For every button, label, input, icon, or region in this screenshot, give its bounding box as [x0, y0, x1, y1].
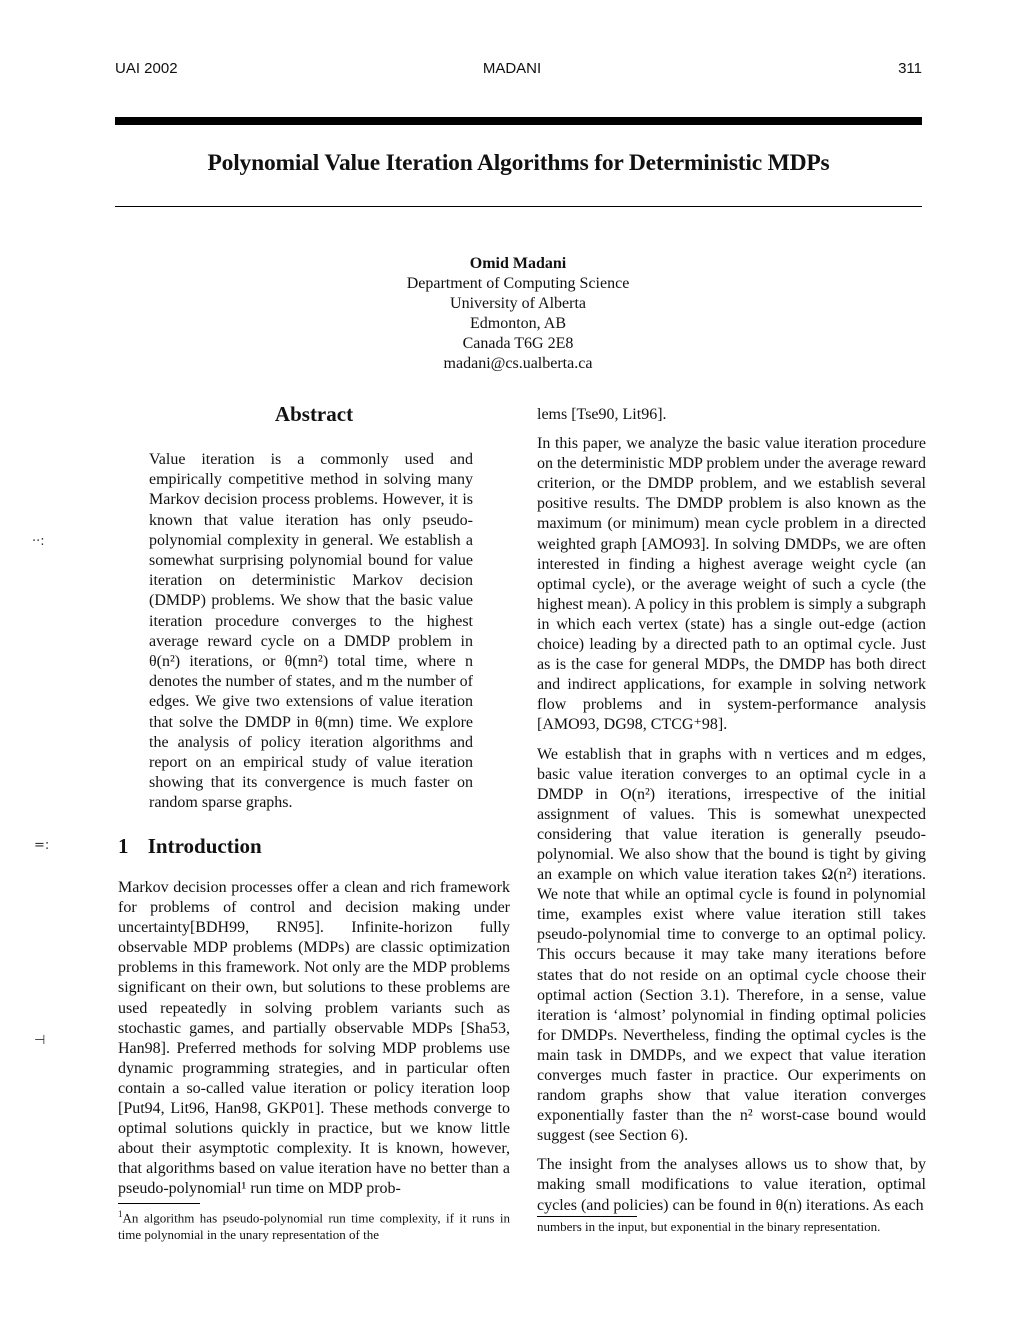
footnote-right: numbers in the input, but exponential in the binary representation.	[537, 1219, 881, 1234]
paper-title: Polynomial Value Iteration Algorithms for Deterministic MDPs	[207, 150, 830, 176]
abstract-heading: Abstract	[274, 402, 354, 426]
title-bottom-rule	[115, 206, 922, 207]
header-venue: UAI 2002	[115, 60, 178, 77]
author-name: Omid Madani	[469, 255, 567, 272]
author-department: Department of Computing Science	[406, 275, 630, 292]
intro-body	[118, 878, 510, 1200]
right-column	[537, 405, 926, 1216]
header-running-author: MADANI	[482, 60, 542, 77]
margin-mark-3: ⊣	[34, 1033, 46, 1048]
intro-title: Introduction	[147, 834, 262, 858]
right-paragraph-1: In this paper, we analyze the basic value iteration procedure on the deterministic MDP problem under the average reward criterion, or the DMDP problem, and we establish several positive results. The DMDP problem is also known as the maximum (or minimum) mean cycle problem in a directed weighted graph [AMO93]. In solving DMDPs, we are often interested in finding a highest average weight cycle (an optimal cycle), or the average weight of such a cycle (the highest mean). A policy in this problem is simply a subgraph in which each vertex (state) has a single out-edge (action choice) leading by a directed path to an optimal cycle. Just as is the case for general MDPs, the DMDP has both direct and indirect applications, for example in solving network flow problems and in system-performance analysis [AMO93, DG98, CTCG⁺98].	[537, 435, 926, 734]
margin-mark-2: =:	[34, 838, 50, 853]
footnote-left-text: An algorithm has pseudo-polynomial run time complexity, if it runs in time polynomial in the unary representation of the	[118, 1210, 510, 1242]
footnote-rule-left	[118, 1203, 200, 1204]
intro-number: 1	[118, 834, 129, 858]
right-continuation: lems [Tse90, Lit96].	[537, 406, 667, 423]
footnote-left	[118, 1206, 510, 1243]
footnote-marker: 1	[118, 1209, 123, 1219]
author-postal: Canada T6G 2E8	[462, 335, 574, 352]
intro-heading	[118, 834, 510, 859]
abstract-text: Value iteration is a commonly used and empirically competitive method in solving many Markov decision process problems. However, it is known that value iteration has only pseudo-polynomial complexity in general. We establish a somewhat surprising polynomial bound for value iteration on deterministic Markov decision (DMDP) problems. We show that the basic value iteration procedure converges to the highest average reward cycle on a DMDP problem in θ(n²) iterations, or θ(mn²) total time, where n denotes the number of states, and m the number of edges. We give two extensions of value iteration that solve the DMDP in θ(mn) time. We explore the analysis of policy iteration algorithms and report on an empirical study of value iteration showing that its convergence is much faster on random sparse graphs.	[149, 451, 473, 812]
author-email: madani@cs.ualberta.ca	[443, 355, 593, 372]
right-paragraph-3: The insight from the analyses allows us to show that, by making small modifications to value iteration, optimal cycles (and policies) can be found in θ(n) iterations. As each	[537, 1156, 926, 1214]
author-block	[300, 254, 736, 374]
right-paragraph-2: We establish that in graphs with n vertices and m edges, basic value iteration converges to an optimal cycle in a DMDP in O(n²) iterations, irrespective of the initial assignment of values. This is somewhat unexpected considering that value iteration is generally pseudo-polynomial. We also show that the bound is tight by giving an example on which value iteration takes Ω(n²) iterations. We note that while an optimal cycle is found in polynomial time, examples exist where value iteration still takes pseudo-polynomial time to converge to an optimal policy. This occurs because it may take many iterations before states that do not reside on an optimal cycle choose their optimal action (Section 3.1). Therefore, in a sense, value iteration is ‘almost’ polynomial in finding optimal policies for DMDPs. Nevertheless, finding the optimal cycles is the main task in DMDPs, and we expect that value iteration converges much faster in practice. Our experiments on random graphs show that value iteration converges exponentially faster than the n² worst-case bound would suggest (see Section 6).	[537, 745, 926, 1145]
author-city: Edmonton, AB	[469, 315, 566, 332]
header-page-number: 311	[898, 60, 922, 77]
margin-mark-1: ··:	[32, 534, 45, 549]
title-top-rule	[115, 117, 922, 125]
author-university: University of Alberta	[450, 295, 586, 312]
footnote-rule-right	[537, 1216, 637, 1217]
intro-paragraph: Markov decision processes offer a clean and rich framework for problems of control and decision making under uncertainty[BDH99, RN95]. Infinite-horizon fully observable MDP problems (MDPs) are classic optimization problems in this framework. Not only are the MDP problems significant on their own, but solutions to these problems are used repeatedly in solving problem variants such as stochastic games, and partially observable MDPs [Sha53, Han98]. Preferred methods for solving MDP problems use dynamic programming strategies, and in particular often contain a so-called value iteration or policy iteration loop [Put94, Lit96, Han98, GKP01]. These methods converge to optimal solutions quickly in practice, but we know little about their asymptotic complexity. It is known, however, that algorithms based on value iteration have no better than a pseudo-polynomial¹ run time on MDP prob-	[118, 879, 510, 1198]
